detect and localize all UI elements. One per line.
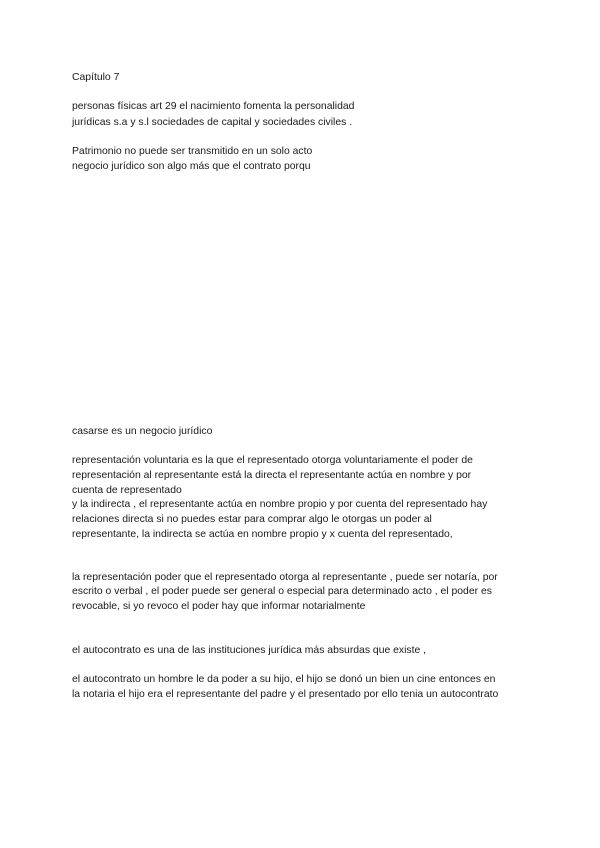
paragraph-line: la notaria el hijo era el representante del padre y el presentado por ello tenia un autocontrato	[72, 689, 499, 700]
paragraph-line: relaciones directa si no puedes estar para comprar algo le otorgas un poder al	[72, 514, 432, 525]
paragraph-line: Patrimonio no puede ser transmitido en un solo acto	[72, 146, 313, 157]
paragraph-line: escrito o verbal , el poder puede ser general o especial para determinado acto , el poder es	[72, 586, 492, 597]
chapter-title: Capítulo 7	[72, 72, 120, 83]
paragraph-line: personas físicas art 29 el nacimiento fomenta la personalidad	[72, 101, 355, 112]
paragraph-line: jurídicas s.a y s.l sociedades de capital y sociedades civiles .	[72, 117, 353, 128]
paragraph-line: cuenta de representado	[72, 485, 182, 496]
paragraph-line: la representación poder que el representado otorga al representante , puede ser notaría, por	[72, 572, 498, 583]
paragraph-line: representante, la indirecta se actúa en nombre propio y x cuenta del representado,	[72, 529, 453, 540]
paragraph-line: revocable, si yo revoco el poder hay que informar notarialmente	[72, 601, 366, 612]
paragraph-line: y la indirecta , el representante actúa en nombre propio y por cuenta del representado hay	[72, 499, 488, 510]
paragraph-line: negocio jurídico son algo más que el contrato porqu	[72, 161, 311, 172]
paragraph-line: casarse es un negocio jurídico	[72, 426, 213, 437]
paragraph-line: representación al representante está la directa el representante actúa en nombre y por	[72, 470, 472, 481]
paragraph-line: representación voluntaria es la que el representado otorga voluntariamente el poder de	[72, 455, 473, 466]
paragraph-line: el autocontrato un hombre le da poder a su hijo, el hijo se donó un bien un cine entonces en	[72, 674, 496, 685]
paragraph-line: el autocontrato es una de las instituciones jurídica más absurdas que existe ,	[72, 645, 427, 656]
